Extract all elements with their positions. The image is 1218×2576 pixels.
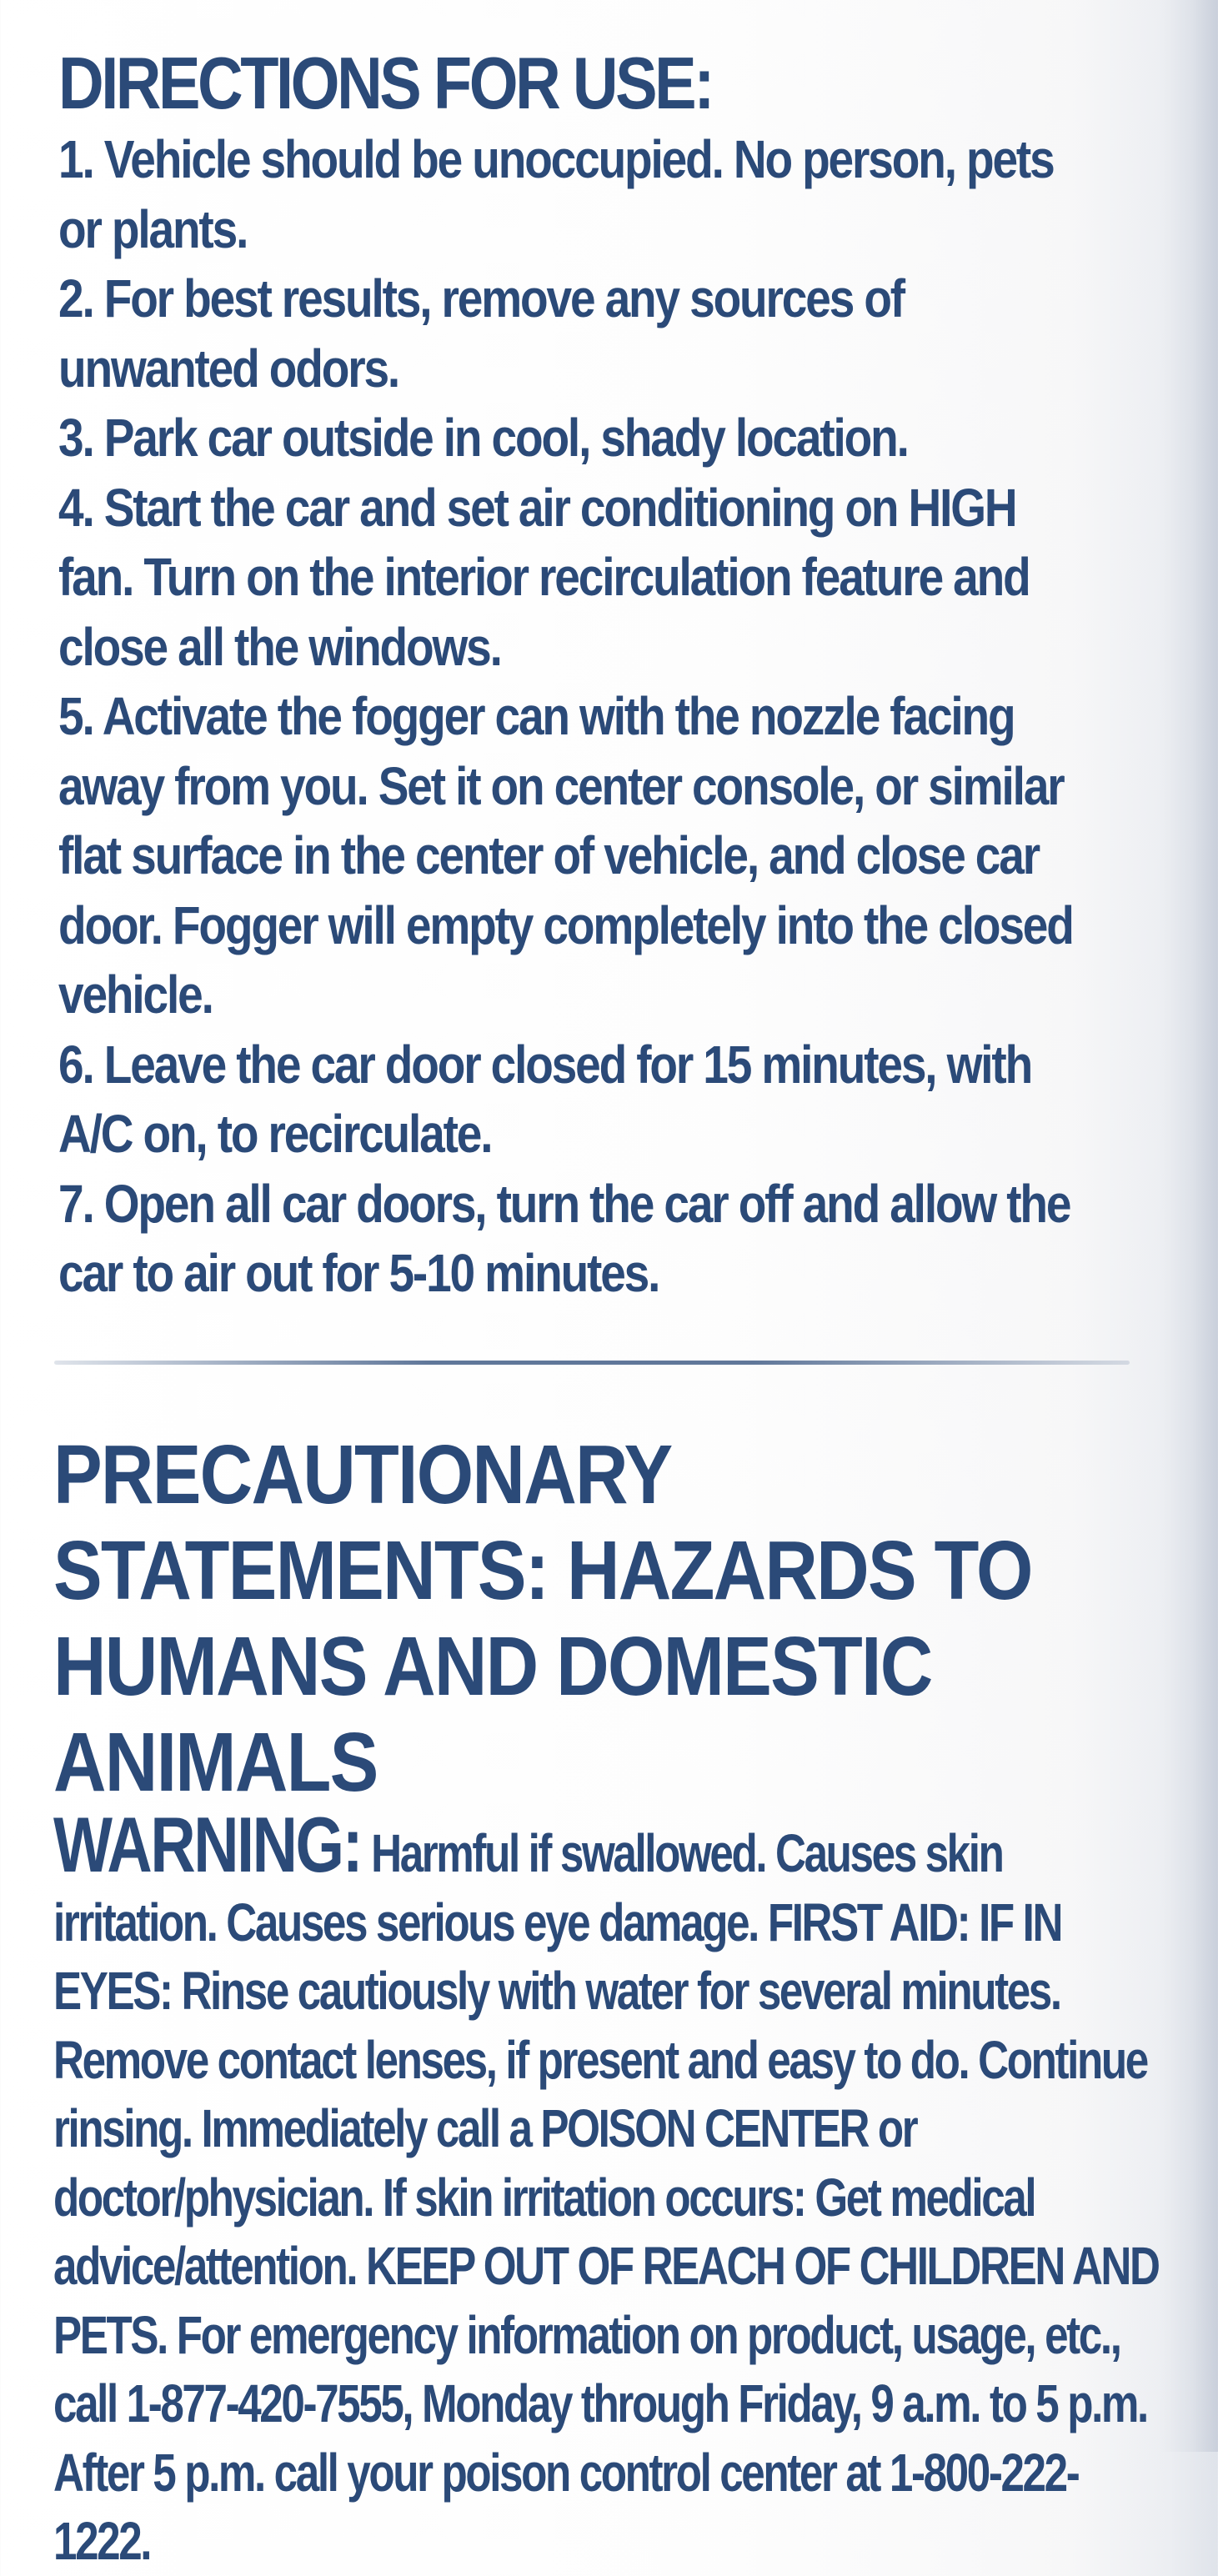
label-edge-shadow xyxy=(1160,0,1218,2452)
direction-step-7: 7. Open all car doors, turn the car off and allow the car to air out for 5-10 minutes. xyxy=(58,1173,1070,1303)
direction-step-2: 2. For best results, remove any sources of unwanted odors. xyxy=(58,268,904,398)
section-divider xyxy=(54,1361,1130,1365)
precautionary-section xyxy=(53,1427,1159,2576)
directions-list xyxy=(58,125,1150,1309)
direction-step-3: 3. Park car outside in cool, shady location. xyxy=(58,408,908,468)
directions-section xyxy=(58,42,1150,1309)
direction-step-4: 4. Start the car and set air conditioning on HIGH fan. Turn on the interior recirculation feature and close all the windows. xyxy=(58,477,1030,677)
warning-text: Harmful if swallowed. Causes skin irritation. Causes serious eye damage. FIRST AID: IF IN EYES: Rinse cautiously with water for several minutes. Remove contact lenses, if present and easy to do. Continue rinsing. Immediately call a POISON CENTER or doctor/physician. If skin irritation occurs: Get medical advice/attention. KEEP OUT OF REACH OF CHILDREN AND PETS. For emergency information on product, usage, etc., call 1-877-420-7555, Monday through Friday, 9 a.m. to 5 p.m. After 5 p.m. call your poison control center at 1-800-222-1222. xyxy=(53,1823,1159,2571)
directions-title: DIRECTIONS FOR USE: xyxy=(58,42,712,124)
warning-paragraph xyxy=(53,1801,1160,2576)
warning-label: WARNING: xyxy=(53,1801,362,1888)
direction-step-1: 1. Vehicle should be unoccupied. No person, pets or plants. xyxy=(58,129,1054,259)
direction-step-6: 6. Leave the car door closed for 15 minutes, with A/C on, to recirculate. xyxy=(58,1034,1032,1164)
direction-step-5: 5. Activate the fogger can with the nozzle facing away from you. Set it on center console, or similar flat surface in the center of vehicle, and close car door. Fogger will empty completely into the closed vehicle. xyxy=(58,686,1073,1025)
precautionary-title: PRECAUTIONARY STATEMENTS: HAZARDS TO HUMANS AND DOMESTIC ANIMALS xyxy=(53,1428,1032,1809)
